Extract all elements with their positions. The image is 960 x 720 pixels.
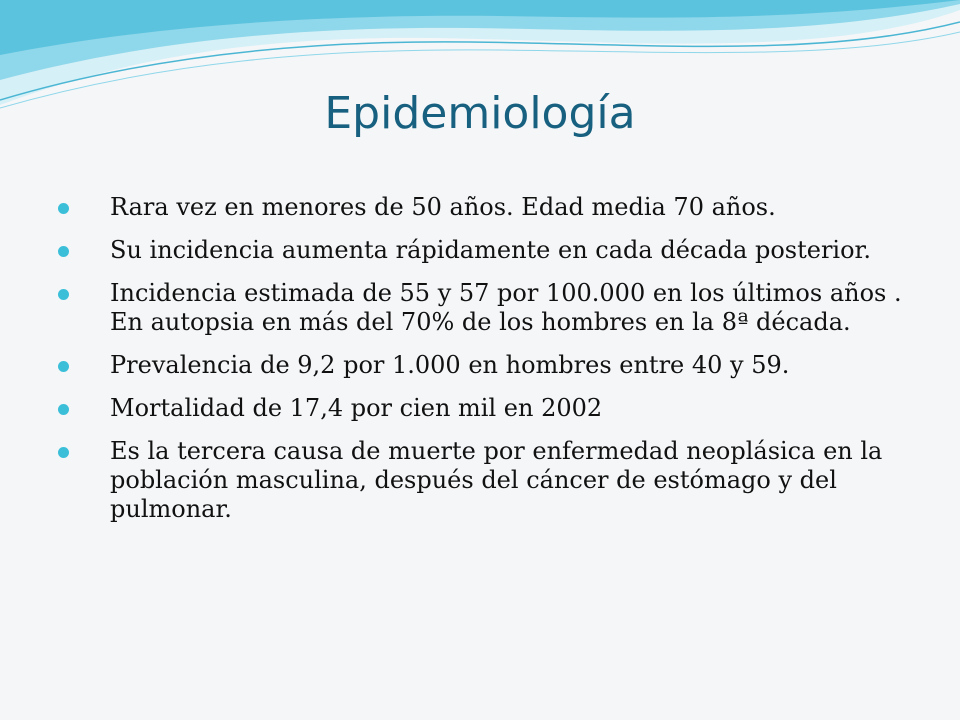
bullet-text: Es la tercera causa de muerte por enfermedad neoplásica en la población masculina, después del cáncer de estómago y del pulmonar. [110,437,883,523]
bullet-text: Incidencia estimada de 55 y 57 por 100.000 en los últimos años . En autopsia en más del 70% de los hombres en la 8ª década. [110,279,902,336]
bullet-text: Mortalidad de 17,4 por cien mil en 2002 [110,394,603,422]
bullet-text: Su incidencia aumenta rápidamente en cada década posterior. [110,236,872,264]
bullet-item [58,351,908,380]
slide-title: Epidemiología [324,88,636,139]
bullet-item [58,236,908,265]
bullet-list [58,193,908,538]
bullet-item [58,279,908,337]
bullet-dot-icon [58,361,69,372]
bullet-item [58,394,908,423]
bullet-text: Rara vez en menores de 50 años. Edad media 70 años. [110,193,776,221]
bullet-dot-icon [58,404,69,415]
bullet-dot-icon [58,289,69,300]
bullet-dot-icon [58,447,69,458]
bullet-item [58,193,908,222]
bullet-dot-icon [58,246,69,257]
bullet-dot-icon [58,203,69,214]
bullet-item [58,437,908,524]
bullet-text: Prevalencia de 9,2 por 1.000 en hombres entre 40 y 59. [110,351,790,379]
